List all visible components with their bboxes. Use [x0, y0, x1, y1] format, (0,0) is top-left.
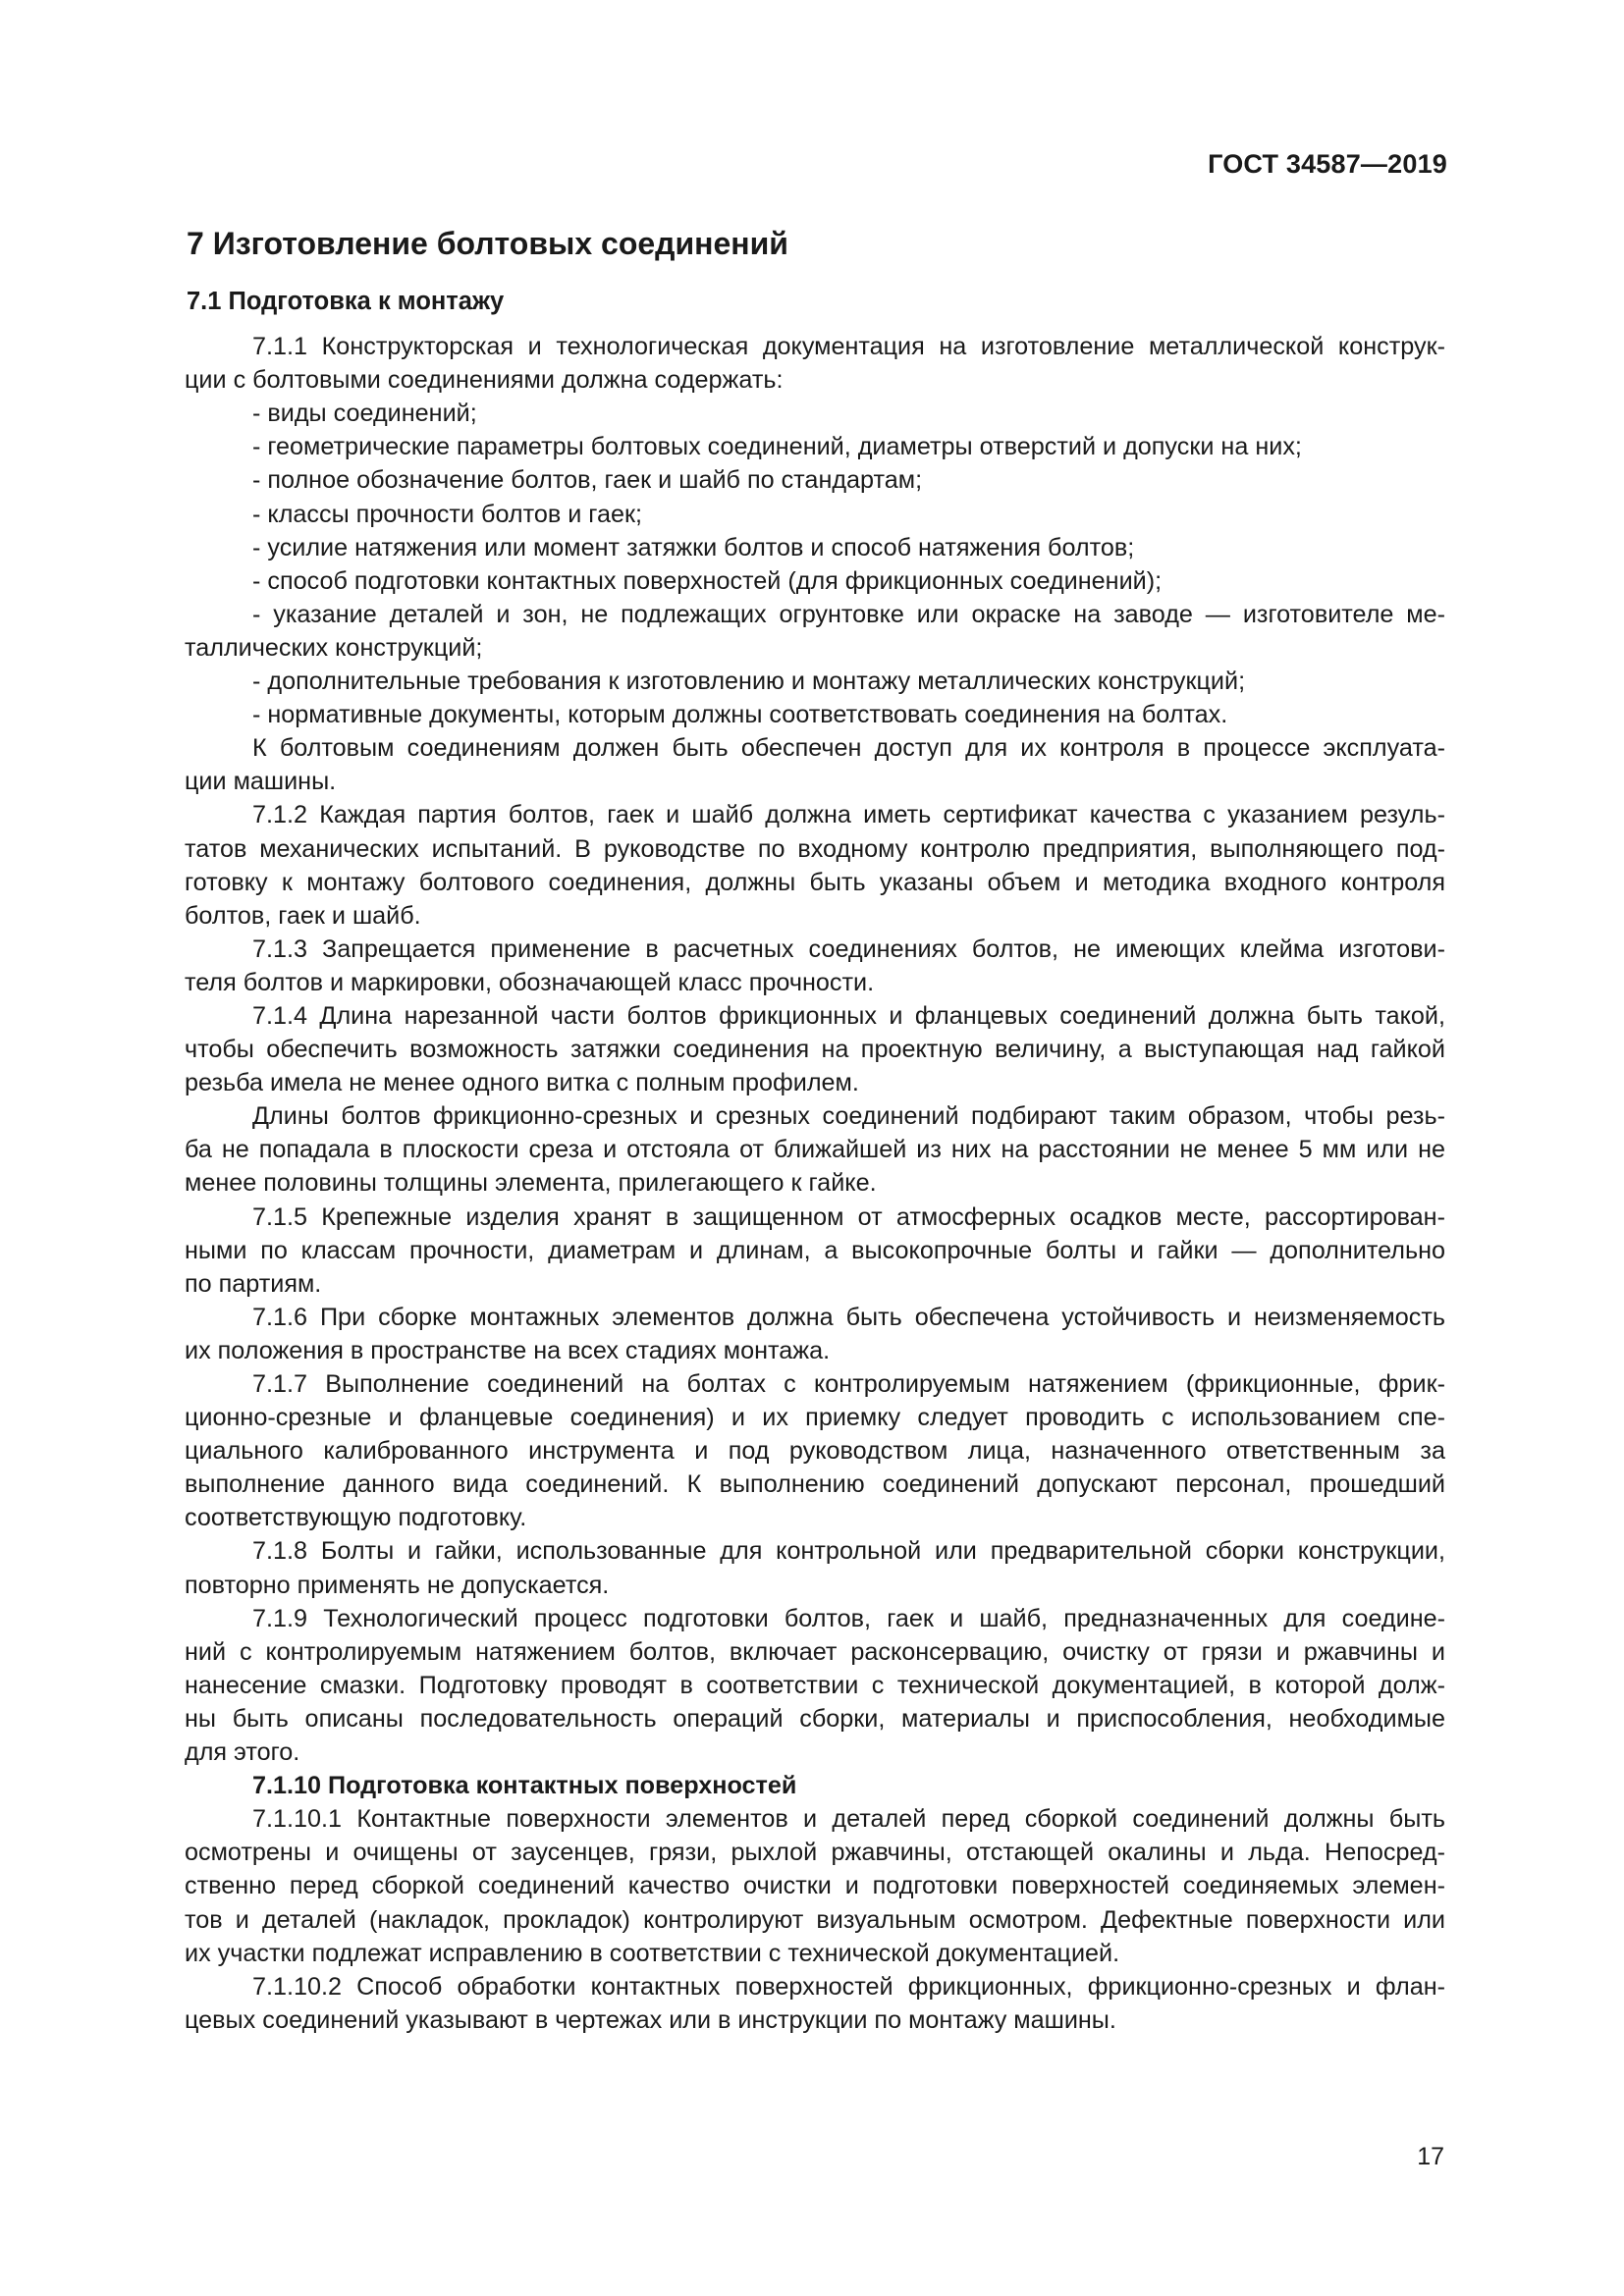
text-line: ственно перед сборкой соединений качество очистки и подготовки поверхностей соединяемых элемен- — [185, 1872, 1445, 1900]
text-line: 7.1.10.2 Способ обработки контактных поверхностей фрикционных, фрикционно-срезных и флан- — [252, 1972, 1445, 2001]
text-line: циального калиброванного инструмента и под руководством лица, назначенного ответственным за — [185, 1437, 1445, 1466]
document-code: ГОСТ 34587—2019 — [1208, 149, 1447, 179]
text-line: - нормативные документы, которым должны соответствовать соединения на болтах. — [252, 701, 1228, 729]
text-line: - способ подготовки контактных поверхностей (для фрикционных соединений); — [252, 566, 1163, 595]
text-line: 7.1.10.1 Контактные поверхности элементов и деталей перед сборкой соединений должны быть — [252, 1805, 1445, 1834]
text-line: соответствующую подготовку. — [185, 1504, 527, 1532]
text-line: по партиям. — [185, 1269, 322, 1298]
text-line: тов и деталей (накладок, прокладок) контролируют визуальным осмотром. Дефектные поверхности или — [185, 1905, 1445, 1934]
body-text — [185, 330, 1445, 2037]
text-line: ции машины. — [185, 768, 337, 796]
text-line: выполнение данного вида соединений. К выполнению соединений допускают персонал, прошедший — [185, 1470, 1445, 1499]
page-number: 17 — [1417, 2143, 1444, 2170]
text-line: теля болтов и маркировки, обозначающей класс прочности. — [185, 968, 875, 996]
text-line: 7.1.5 Крепежные изделия хранят в защищенном от атмосферных осадков месте, рассортирован- — [252, 1202, 1445, 1231]
text-line: - дополнительные требования к изготовлению и монтажу металлических конструкций; — [252, 667, 1246, 696]
text-line: ными по классам прочности, диаметрам и длинам, а высокопрочные болты и гайки — дополнительно — [185, 1236, 1445, 1264]
text-line: ционно-срезные и фланцевые соединения) и их приемку следует проводить с использованием спе- — [185, 1404, 1445, 1432]
text-line: таллических конструкций; — [185, 633, 483, 662]
text-line: 7.1.6 При сборке монтажных элементов должна быть обеспечена устойчивость и неизменяемость — [252, 1303, 1445, 1331]
text-line: цевых соединений указывают в чертежах или в инструкции по монтажу машины. — [185, 2005, 1116, 2034]
text-line: 7.1.4 Длина нарезанной части болтов фрикционных и фланцевых соединений должна быть такой, — [252, 1001, 1445, 1030]
page-content — [185, 224, 1445, 2037]
text-line: их положения в пространстве на всех стадиях монтажа. — [185, 1336, 831, 1364]
text-line: ний с контролируемым натяжением болтов, включает расконсервацию, очистку от грязи и ржавчины и — [185, 1637, 1445, 1666]
text-line: болтов, гаек и шайб. — [185, 901, 421, 930]
text-line: резьба имела не менее одного витка с полным профилем. — [185, 1069, 859, 1097]
text-line: для этого. — [185, 1738, 300, 1767]
text-line: 7.1.10 Подготовка контактных поверхностей — [252, 1772, 797, 1800]
section-title: 7 Изготовление болтовых соединений — [187, 226, 788, 261]
text-line: чтобы обеспечить возможность затяжки соединения на проектную величину, а выступающая над гайкой — [185, 1036, 1445, 1064]
text-line: готовку к монтажу болтового соединения, должны быть указаны объем и методика входного контроля — [185, 868, 1445, 896]
text-line: татов механических испытаний. В руководстве по входному контролю предприятия, выполняющего под- — [185, 834, 1445, 863]
text-line: - указание деталей и зон, не подлежащих огрунтовке или окраске на заводе — изготовителе ме- — [252, 600, 1445, 628]
text-line: - виды соединений; — [252, 400, 477, 428]
text-line: - усилие натяжения или момент затяжки болтов и способ натяжения болтов; — [252, 533, 1135, 561]
text-line: нанесение смазки. Подготовку проводят в соответствии с технической документацией, в которой долж- — [185, 1671, 1445, 1699]
text-line: ба не попадала в плоскости среза и отстояла от ближайшей из них на расстоянии не менее 5 мм или не — [185, 1136, 1445, 1164]
text-line: К болтовым соединениям должен быть обеспечен доступ для их контроля в процессе эксплуата- — [252, 734, 1445, 763]
text-line: - полное обозначение болтов, гаек и шайб по стандартам; — [252, 466, 923, 495]
subsection-title: 7.1 Подготовка к монтажу — [187, 288, 505, 315]
text-line: 7.1.7 Выполнение соединений на болтах с контролируемым натяжением (фрикционные, фрик- — [252, 1370, 1445, 1398]
text-line: Длины болтов фрикционно-срезных и срезных соединений подбирают таким образом, чтобы резь- — [252, 1102, 1445, 1131]
text-line: 7.1.1 Конструкторская и технологическая документация на изготовление металлической конструк- — [252, 333, 1445, 361]
text-line: 7.1.2 Каждая партия болтов, гаек и шайб должна иметь сертификат качества с указанием резуль- — [252, 801, 1445, 829]
text-line: 7.1.3 Запрещается применение в расчетных соединениях болтов, не имеющих клейма изготови- — [252, 934, 1445, 963]
text-line: менее половины толщины элемента, прилегающего к гайке. — [185, 1169, 877, 1198]
text-line: их участки подлежат исправлению в соответствии с технической документацией. — [185, 1939, 1120, 1967]
text-line: - геометрические параметры болтовых соединений, диаметры отверстий и допуски на них; — [252, 433, 1302, 461]
text-line: повторно применять не допускается. — [185, 1571, 610, 1599]
text-line: ны быть описаны последовательность операций сборки, материалы и приспособления, необходимые — [185, 1704, 1445, 1733]
text-line: 7.1.9 Технологический процесс подготовки болтов, гаек и шайб, предназначенных для соедине- — [252, 1604, 1445, 1632]
text-line: - классы прочности болтов и гаек; — [252, 500, 642, 528]
text-line: 7.1.8 Болты и гайки, использованные для контрольной или предварительной сборки конструкции, — [252, 1537, 1445, 1566]
text-line: ции с болтовыми соединениями должна содержать: — [185, 366, 784, 395]
text-line: осмотрены и очищены от заусенцев, грязи, рыхлой ржавчины, отстающей окалины и льда. Непосред- — [185, 1839, 1445, 1867]
